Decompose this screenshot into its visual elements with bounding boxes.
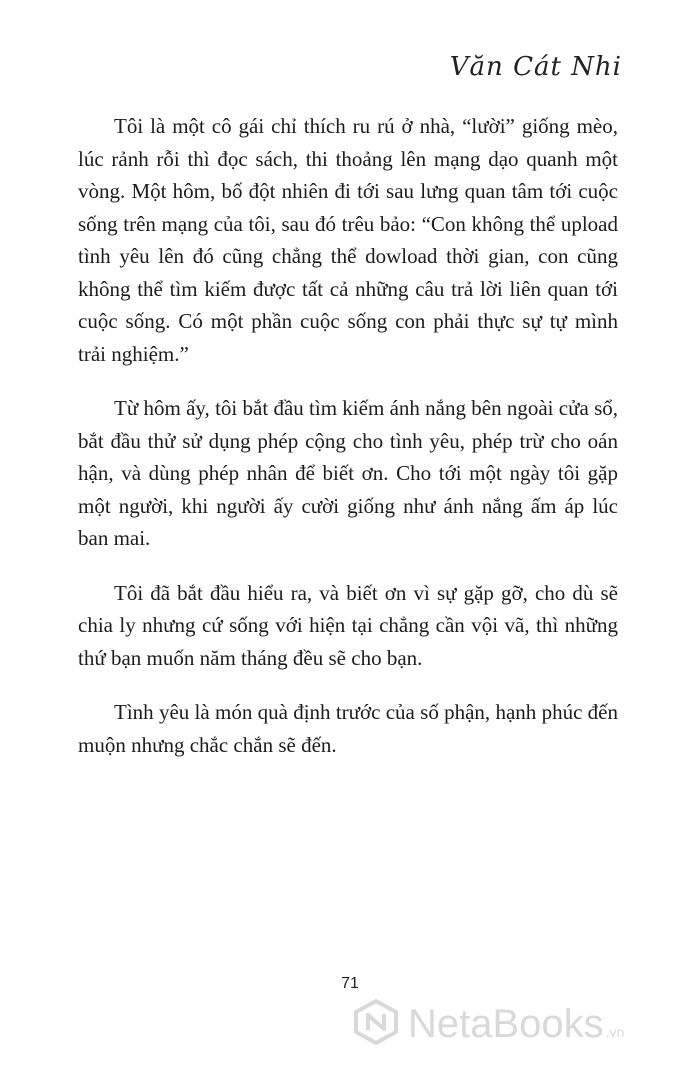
page-number: 71 [341, 975, 359, 992]
watermark [352, 998, 682, 1050]
paragraph: Từ hôm ấy, tôi bắt đầu tìm kiếm ánh nắng bên ngoài cửa sổ, bắt đầu thử sử dụng phép cộng cho tình yêu, phép trừ cho oán hận, và dùng phép nhân để biết ơn. Cho tới một ngày tôi gặp một người, khi người ấy cười giống như ánh nắng ấm áp lúc ban mai. [78, 396, 618, 550]
paragraph: Tôi là một cô gái chỉ thích ru rú ở nhà, “lười” giống mèo, lúc rảnh rỗi thì đọc sách, thi thoảng lên mạng dạo quanh một vòng. Một hôm, bố đột nhiên đi tới sau lưng quan tâm tới cuộc sống trên mạng của tôi, sau đó trêu bảo: “Con không thể upload tình yêu lên đó cũng chẳng thể dowload thời gian, con cũng không thể tìm kiếm được tất cả những câu trả lời liên quan tới cuộc sống. Có một phần cuộc sống con phải thực sự tự mình trải nghiệm.” [78, 114, 618, 366]
paragraph: Tôi đã bắt đầu hiểu ra, và biết ơn vì sự gặp gỡ, cho dù sẽ chia ly nhưng cứ sống với hiện tại chẳng cần vội vã, thì những thứ bạn muốn năm tháng đều sẽ cho bạn. [78, 580, 618, 670]
netabooks-logo-icon [352, 998, 400, 1050]
body-text [78, 110, 618, 783]
author-header: Văn Cát Nhi [449, 52, 622, 82]
paragraph: Tình yêu là món quà định trước của số phận, hạnh phúc đến muộn nhưng chắc chắn sẽ đến. [78, 700, 618, 757]
watermark-suffix: .vn [605, 1024, 625, 1040]
watermark-brand: NetaBooks [408, 1001, 604, 1046]
